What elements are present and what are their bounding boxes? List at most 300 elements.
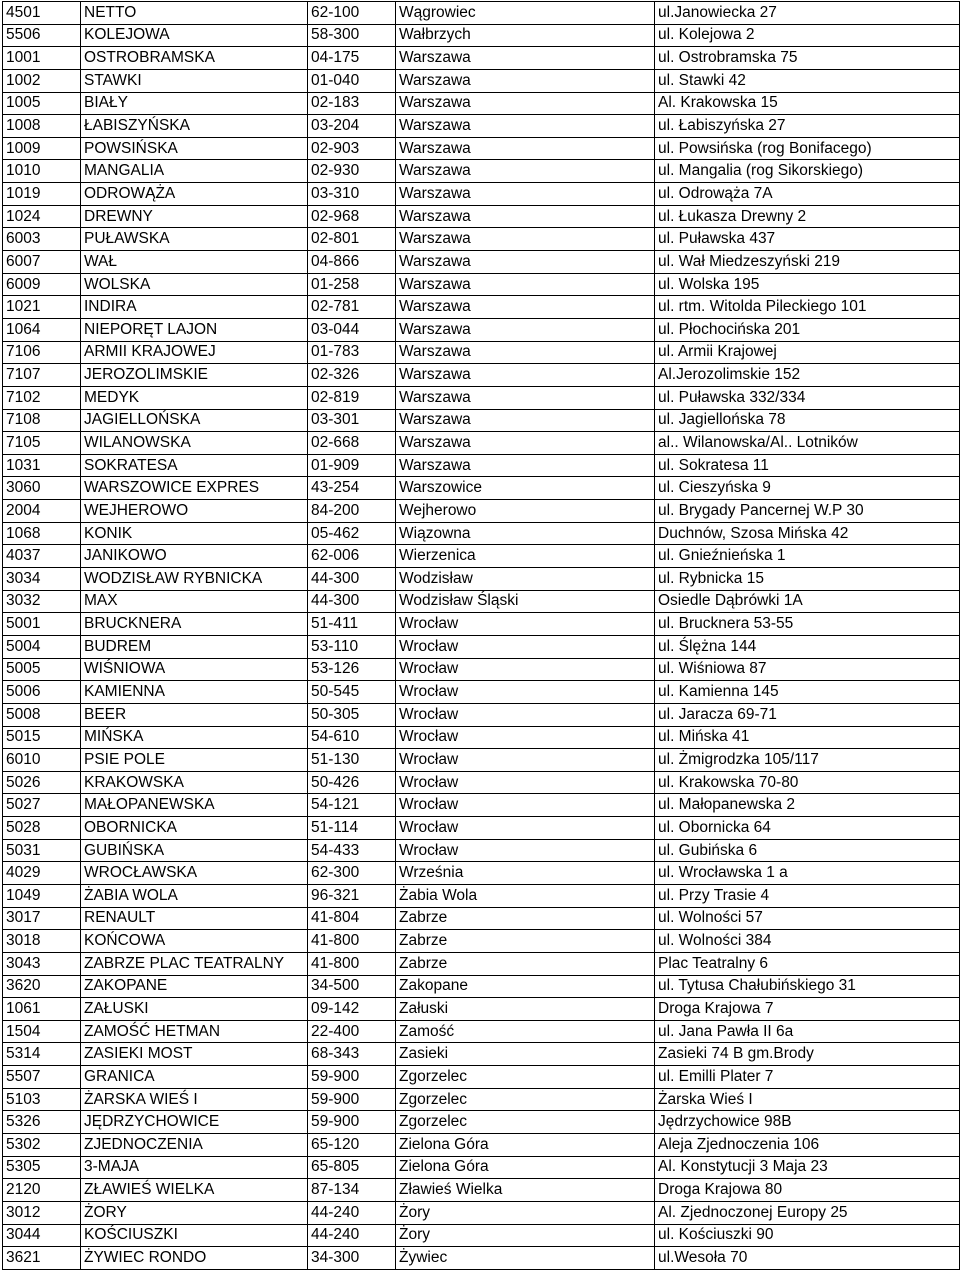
station-name-cell: POWSIŃSKA xyxy=(81,137,308,160)
address-cell: Al. Zjednoczonej Europy 25 xyxy=(655,1201,960,1224)
city-cell: Załuski xyxy=(396,998,655,1021)
station-name-cell: WILANOWSKA xyxy=(81,432,308,455)
station-name-cell: MANGALIA xyxy=(81,160,308,183)
station-name-cell: WROCŁAWSKA xyxy=(81,862,308,885)
station-code-cell: 3032 xyxy=(3,590,81,613)
table-row xyxy=(3,545,960,568)
station-code-cell: 2004 xyxy=(3,500,81,523)
postal-code-cell: 01-783 xyxy=(308,341,396,364)
table-row xyxy=(3,432,960,455)
city-cell: Żory xyxy=(396,1224,655,1247)
postal-code-cell: 59-900 xyxy=(308,1111,396,1134)
postal-code-cell: 50-426 xyxy=(308,771,396,794)
station-name-cell: KRAKOWSKA xyxy=(81,771,308,794)
station-code-cell: 5004 xyxy=(3,635,81,658)
station-code-cell: 3043 xyxy=(3,952,81,975)
station-code-cell: 5015 xyxy=(3,726,81,749)
postal-code-cell: 04-175 xyxy=(308,47,396,70)
postal-code-cell: 02-903 xyxy=(308,137,396,160)
station-name-cell: BIAŁY xyxy=(81,92,308,115)
address-cell: Al. Konstytucji 3 Maja 23 xyxy=(655,1156,960,1179)
station-code-cell: 1049 xyxy=(3,884,81,907)
address-cell: ul. Emilli Plater 7 xyxy=(655,1066,960,1089)
city-cell: Września xyxy=(396,862,655,885)
station-name-cell: ZAŁUSKI xyxy=(81,998,308,1021)
station-name-cell: ŁABISZYŃSKA xyxy=(81,115,308,138)
station-name-cell: KOŚCIUSZKI xyxy=(81,1224,308,1247)
postal-code-cell: 02-819 xyxy=(308,386,396,409)
city-cell: Zielona Góra xyxy=(396,1156,655,1179)
station-name-cell: ZASIEKI MOST xyxy=(81,1043,308,1066)
table-row xyxy=(3,115,960,138)
station-name-cell: WODZISŁAW RYBNICKA xyxy=(81,568,308,591)
city-cell: Wrocław xyxy=(396,749,655,772)
station-code-cell: 3018 xyxy=(3,930,81,953)
station-name-cell: GUBIŃSKA xyxy=(81,839,308,862)
station-code-cell: 5008 xyxy=(3,703,81,726)
address-cell: ul. Wiśniowa 87 xyxy=(655,658,960,681)
table-row xyxy=(3,386,960,409)
city-cell: Warszawa xyxy=(396,432,655,455)
table-row xyxy=(3,862,960,885)
postal-code-cell: 22-400 xyxy=(308,1020,396,1043)
city-cell: Zławieś Wielka xyxy=(396,1179,655,1202)
table-row xyxy=(3,1066,960,1089)
station-code-cell: 3044 xyxy=(3,1224,81,1247)
city-cell: Wrocław xyxy=(396,658,655,681)
city-cell: Warszawa xyxy=(396,160,655,183)
postal-code-cell: 03-044 xyxy=(308,318,396,341)
address-cell: ul. Powsińska (rog Bonifacego) xyxy=(655,137,960,160)
postal-code-cell: 41-804 xyxy=(308,907,396,930)
postal-code-cell: 03-204 xyxy=(308,115,396,138)
table-row xyxy=(3,160,960,183)
city-cell: Wrocław xyxy=(396,613,655,636)
postal-code-cell: 44-300 xyxy=(308,568,396,591)
station-name-cell: ZAMOŚĆ HETMAN xyxy=(81,1020,308,1043)
station-code-cell: 7102 xyxy=(3,386,81,409)
station-code-cell: 1001 xyxy=(3,47,81,70)
station-name-cell: MAŁOPANEWSKA xyxy=(81,794,308,817)
postal-code-cell: 65-120 xyxy=(308,1134,396,1157)
station-name-cell: INDIRA xyxy=(81,296,308,319)
postal-code-cell: 62-006 xyxy=(308,545,396,568)
stations-table xyxy=(2,1,960,1270)
table-row xyxy=(3,817,960,840)
table-row xyxy=(3,273,960,296)
station-name-cell: ZŁAWIEŚ WIELKA xyxy=(81,1179,308,1202)
postal-code-cell: 50-305 xyxy=(308,703,396,726)
postal-code-cell: 68-343 xyxy=(308,1043,396,1066)
station-code-cell: 5302 xyxy=(3,1134,81,1157)
station-name-cell: ODROWĄŻA xyxy=(81,183,308,206)
address-cell: ul. Odrowąża 7A xyxy=(655,183,960,206)
city-cell: Zamość xyxy=(396,1020,655,1043)
station-code-cell: 1010 xyxy=(3,160,81,183)
station-name-cell: OSTROBRAMSKA xyxy=(81,47,308,70)
city-cell: Warszawa xyxy=(396,409,655,432)
table-row xyxy=(3,296,960,319)
postal-code-cell: 59-900 xyxy=(308,1066,396,1089)
station-code-cell: 7107 xyxy=(3,364,81,387)
address-cell: Plac Teatralny 6 xyxy=(655,952,960,975)
postal-code-cell: 51-130 xyxy=(308,749,396,772)
table-row xyxy=(3,930,960,953)
station-name-cell: KAMIENNA xyxy=(81,681,308,704)
station-name-cell: WARSZOWICE EXPRES xyxy=(81,477,308,500)
city-cell: Wrocław xyxy=(396,726,655,749)
address-cell: ul. Cieszyńska 9 xyxy=(655,477,960,500)
station-name-cell: MIŃSKA xyxy=(81,726,308,749)
table-row xyxy=(3,726,960,749)
address-cell: ul. Puławska 332/334 xyxy=(655,386,960,409)
address-cell: ul. Stawki 42 xyxy=(655,69,960,92)
table-row xyxy=(3,884,960,907)
station-name-cell: BRUCKNERA xyxy=(81,613,308,636)
station-code-cell: 5026 xyxy=(3,771,81,794)
station-code-cell: 4501 xyxy=(3,2,81,25)
table-row xyxy=(3,681,960,704)
station-name-cell: ŻYWIEC RONDO xyxy=(81,1247,308,1270)
table-row xyxy=(3,794,960,817)
table-row xyxy=(3,1088,960,1111)
station-name-cell: ŻORY xyxy=(81,1201,308,1224)
city-cell: Żywiec xyxy=(396,1247,655,1270)
address-cell: Osiedle Dąbrówki 1A xyxy=(655,590,960,613)
city-cell: Warszawa xyxy=(396,273,655,296)
station-name-cell: JANIKOWO xyxy=(81,545,308,568)
address-cell: ul.Janowiecka 27 xyxy=(655,2,960,25)
table-row xyxy=(3,907,960,930)
table-row xyxy=(3,839,960,862)
city-cell: Wrocław xyxy=(396,839,655,862)
postal-code-cell: 01-258 xyxy=(308,273,396,296)
city-cell: Warszawa xyxy=(396,454,655,477)
table-row xyxy=(3,658,960,681)
address-cell: al.. Wilanowska/Al.. Lotników xyxy=(655,432,960,455)
station-code-cell: 1504 xyxy=(3,1020,81,1043)
table-row xyxy=(3,2,960,25)
postal-code-cell: 34-300 xyxy=(308,1247,396,1270)
address-cell: ul. Tytusa Chałubińskiego 31 xyxy=(655,975,960,998)
address-cell: ul. Armii Krajowej xyxy=(655,341,960,364)
table-row xyxy=(3,1156,960,1179)
city-cell: Wejherowo xyxy=(396,500,655,523)
address-cell: ul.Wesoła 70 xyxy=(655,1247,960,1270)
address-cell: ul. rtm. Witolda Pileckiego 101 xyxy=(655,296,960,319)
city-cell: Wałbrzych xyxy=(396,24,655,47)
postal-code-cell: 51-411 xyxy=(308,613,396,636)
postal-code-cell: 41-800 xyxy=(308,952,396,975)
station-code-cell: 7108 xyxy=(3,409,81,432)
city-cell: Wrocław xyxy=(396,771,655,794)
postal-code-cell: 41-800 xyxy=(308,930,396,953)
address-cell: ul. Żmigrodzka 105/117 xyxy=(655,749,960,772)
station-code-cell: 5031 xyxy=(3,839,81,862)
address-cell: ul. Jaracza 69-71 xyxy=(655,703,960,726)
table-row xyxy=(3,568,960,591)
table-row xyxy=(3,1043,960,1066)
address-cell: ul. Wolska 195 xyxy=(655,273,960,296)
city-cell: Żory xyxy=(396,1201,655,1224)
city-cell: Zabrze xyxy=(396,907,655,930)
table-row xyxy=(3,251,960,274)
address-cell: ul. Krakowska 70-80 xyxy=(655,771,960,794)
postal-code-cell: 02-968 xyxy=(308,205,396,228)
station-name-cell: BUDREM xyxy=(81,635,308,658)
city-cell: Warszawa xyxy=(396,386,655,409)
city-cell: Wrocław xyxy=(396,794,655,817)
table-row xyxy=(3,975,960,998)
postal-code-cell: 05-462 xyxy=(308,522,396,545)
city-cell: Zabrze xyxy=(396,930,655,953)
address-cell: ul. Łukasza Drewny 2 xyxy=(655,205,960,228)
city-cell: Warszawa xyxy=(396,115,655,138)
address-cell: Droga Krajowa 80 xyxy=(655,1179,960,1202)
station-name-cell: ŻARSKA WIEŚ I xyxy=(81,1088,308,1111)
table-row xyxy=(3,1111,960,1134)
station-name-cell: BEER xyxy=(81,703,308,726)
station-name-cell: ARMII KRAJOWEJ xyxy=(81,341,308,364)
station-name-cell: WOLSKA xyxy=(81,273,308,296)
postal-code-cell: 84-200 xyxy=(308,500,396,523)
station-name-cell: NETTO xyxy=(81,2,308,25)
postal-code-cell: 65-805 xyxy=(308,1156,396,1179)
table-row xyxy=(3,228,960,251)
city-cell: Warszawa xyxy=(396,183,655,206)
table-row xyxy=(3,137,960,160)
station-code-cell: 5314 xyxy=(3,1043,81,1066)
station-code-cell: 7106 xyxy=(3,341,81,364)
station-name-cell: STAWKI xyxy=(81,69,308,92)
postal-code-cell: 43-254 xyxy=(308,477,396,500)
table-row xyxy=(3,409,960,432)
city-cell: Warszowice xyxy=(396,477,655,500)
station-name-cell: MEDYK xyxy=(81,386,308,409)
table-row xyxy=(3,998,960,1021)
station-code-cell: 1061 xyxy=(3,998,81,1021)
city-cell: Zielona Góra xyxy=(396,1134,655,1157)
station-code-cell: 5507 xyxy=(3,1066,81,1089)
station-code-cell: 1064 xyxy=(3,318,81,341)
table-row xyxy=(3,771,960,794)
station-name-cell: WAŁ xyxy=(81,251,308,274)
table-row xyxy=(3,318,960,341)
station-name-cell: KOŃCOWA xyxy=(81,930,308,953)
stations-table-body xyxy=(3,2,960,1270)
station-code-cell: 5326 xyxy=(3,1111,81,1134)
table-row xyxy=(3,952,960,975)
address-cell: Jędrzychowice 98B xyxy=(655,1111,960,1134)
station-code-cell: 7105 xyxy=(3,432,81,455)
station-name-cell: KONIK xyxy=(81,522,308,545)
table-row xyxy=(3,454,960,477)
address-cell: ul. Rybnicka 15 xyxy=(655,568,960,591)
address-cell: ul. Wrocławska 1 a xyxy=(655,862,960,885)
station-code-cell: 1024 xyxy=(3,205,81,228)
address-cell: ul. Wał Miedzeszyński 219 xyxy=(655,251,960,274)
city-cell: Warszawa xyxy=(396,205,655,228)
station-name-cell: ŻABIA WOLA xyxy=(81,884,308,907)
station-name-cell: GRANICA xyxy=(81,1066,308,1089)
table-row xyxy=(3,1179,960,1202)
address-cell: ul. Łabiszyńska 27 xyxy=(655,115,960,138)
city-cell: Warszawa xyxy=(396,318,655,341)
station-code-cell: 2120 xyxy=(3,1179,81,1202)
station-code-cell: 3620 xyxy=(3,975,81,998)
address-cell: ul. Jana Pawła II 6a xyxy=(655,1020,960,1043)
address-cell: ul. Płochocińska 201 xyxy=(655,318,960,341)
address-cell: ul. Ostrobramska 75 xyxy=(655,47,960,70)
postal-code-cell: 09-142 xyxy=(308,998,396,1021)
city-cell: Warszawa xyxy=(396,47,655,70)
station-name-cell: NIEPORĘT LAJON xyxy=(81,318,308,341)
table-row xyxy=(3,92,960,115)
station-code-cell: 1008 xyxy=(3,115,81,138)
table-row xyxy=(3,205,960,228)
city-cell: Warszawa xyxy=(396,137,655,160)
table-row xyxy=(3,47,960,70)
station-code-cell: 3034 xyxy=(3,568,81,591)
table-row xyxy=(3,1224,960,1247)
table-row xyxy=(3,69,960,92)
postal-code-cell: 02-183 xyxy=(308,92,396,115)
address-cell: Aleja Zjednoczenia 106 xyxy=(655,1134,960,1157)
city-cell: Wrocław xyxy=(396,635,655,658)
table-row xyxy=(3,749,960,772)
address-cell: ul. Mińska 41 xyxy=(655,726,960,749)
postal-code-cell: 53-110 xyxy=(308,635,396,658)
station-code-cell: 1031 xyxy=(3,454,81,477)
postal-code-cell: 34-500 xyxy=(308,975,396,998)
address-cell: ul. Puławska 437 xyxy=(655,228,960,251)
postal-code-cell: 51-114 xyxy=(308,817,396,840)
station-code-cell: 3012 xyxy=(3,1201,81,1224)
station-code-cell: 1068 xyxy=(3,522,81,545)
address-cell: ul. Obornicka 64 xyxy=(655,817,960,840)
address-cell: ul. Kościuszki 90 xyxy=(655,1224,960,1247)
city-cell: Warszawa xyxy=(396,69,655,92)
postal-code-cell: 58-300 xyxy=(308,24,396,47)
station-name-cell: MAX xyxy=(81,590,308,613)
postal-code-cell: 03-310 xyxy=(308,183,396,206)
city-cell: Warszawa xyxy=(396,296,655,319)
postal-code-cell: 02-801 xyxy=(308,228,396,251)
station-code-cell: 5103 xyxy=(3,1088,81,1111)
address-cell: Zasieki 74 B gm.Brody xyxy=(655,1043,960,1066)
city-cell: Warszawa xyxy=(396,251,655,274)
address-cell: ul. Mangalia (rog Sikorskiego) xyxy=(655,160,960,183)
table-row xyxy=(3,364,960,387)
station-name-cell: PUŁAWSKA xyxy=(81,228,308,251)
postal-code-cell: 02-326 xyxy=(308,364,396,387)
table-row xyxy=(3,635,960,658)
address-cell: ul. Jagiellońska 78 xyxy=(655,409,960,432)
station-code-cell: 6009 xyxy=(3,273,81,296)
table-row xyxy=(3,703,960,726)
postal-code-cell: 02-668 xyxy=(308,432,396,455)
station-name-cell: PSIE POLE xyxy=(81,749,308,772)
station-code-cell: 1019 xyxy=(3,183,81,206)
address-cell: ul. Kamienna 145 xyxy=(655,681,960,704)
city-cell: Zgorzelec xyxy=(396,1088,655,1111)
station-name-cell: SOKRATESA xyxy=(81,454,308,477)
station-name-cell: JĘDRZYCHOWICE xyxy=(81,1111,308,1134)
postal-code-cell: 44-300 xyxy=(308,590,396,613)
city-cell: Zgorzelec xyxy=(396,1066,655,1089)
table-row xyxy=(3,613,960,636)
postal-code-cell: 54-610 xyxy=(308,726,396,749)
station-code-cell: 6007 xyxy=(3,251,81,274)
address-cell: ul. Gnieźnieńska 1 xyxy=(655,545,960,568)
address-cell: Żarska Wieś I xyxy=(655,1088,960,1111)
city-cell: Wierzenica xyxy=(396,545,655,568)
city-cell: Wągrowiec xyxy=(396,2,655,25)
postal-code-cell: 59-900 xyxy=(308,1088,396,1111)
station-code-cell: 4037 xyxy=(3,545,81,568)
address-cell: Droga Krajowa 7 xyxy=(655,998,960,1021)
postal-code-cell: 62-300 xyxy=(308,862,396,885)
postal-code-cell: 53-126 xyxy=(308,658,396,681)
table-row xyxy=(3,477,960,500)
postal-code-cell: 50-545 xyxy=(308,681,396,704)
station-name-cell: JEROZOLIMSKIE xyxy=(81,364,308,387)
city-cell: Warszawa xyxy=(396,341,655,364)
address-cell: Al. Krakowska 15 xyxy=(655,92,960,115)
station-code-cell: 3060 xyxy=(3,477,81,500)
station-name-cell: ZABRZE PLAC TEATRALNY xyxy=(81,952,308,975)
station-name-cell: OBORNICKA xyxy=(81,817,308,840)
address-cell: ul. Ślężna 144 xyxy=(655,635,960,658)
station-name-cell: DREWNY xyxy=(81,205,308,228)
postal-code-cell: 01-040 xyxy=(308,69,396,92)
postal-code-cell: 02-930 xyxy=(308,160,396,183)
address-cell: Al.Jerozolimskie 152 xyxy=(655,364,960,387)
station-code-cell: 5006 xyxy=(3,681,81,704)
postal-code-cell: 01-909 xyxy=(308,454,396,477)
address-cell: ul. Sokratesa 11 xyxy=(655,454,960,477)
city-cell: Zasieki xyxy=(396,1043,655,1066)
station-code-cell: 5027 xyxy=(3,794,81,817)
station-code-cell: 5001 xyxy=(3,613,81,636)
address-cell: ul. Przy Trasie 4 xyxy=(655,884,960,907)
city-cell: Zabrze xyxy=(396,952,655,975)
station-name-cell: WEJHEROWO xyxy=(81,500,308,523)
station-code-cell: 5005 xyxy=(3,658,81,681)
station-name-cell: ZAKOPANE xyxy=(81,975,308,998)
station-name-cell: JAGIELLOŃSKA xyxy=(81,409,308,432)
city-cell: Wrocław xyxy=(396,817,655,840)
address-cell: Duchnów, Szosa Mińska 42 xyxy=(655,522,960,545)
city-cell: Warszawa xyxy=(396,228,655,251)
station-code-cell: 4029 xyxy=(3,862,81,885)
address-cell: ul. Gubińska 6 xyxy=(655,839,960,862)
city-cell: Warszawa xyxy=(396,364,655,387)
address-cell: ul. Kolejowa 2 xyxy=(655,24,960,47)
address-cell: ul. Małopanewska 2 xyxy=(655,794,960,817)
station-code-cell: 5028 xyxy=(3,817,81,840)
station-name-cell: RENAULT xyxy=(81,907,308,930)
station-code-cell: 3621 xyxy=(3,1247,81,1270)
city-cell: Wodzisław Śląski xyxy=(396,590,655,613)
table-row xyxy=(3,183,960,206)
postal-code-cell: 54-433 xyxy=(308,839,396,862)
city-cell: Wrocław xyxy=(396,681,655,704)
station-code-cell: 1009 xyxy=(3,137,81,160)
city-cell: Wrocław xyxy=(396,703,655,726)
station-code-cell: 5305 xyxy=(3,1156,81,1179)
table-row xyxy=(3,341,960,364)
